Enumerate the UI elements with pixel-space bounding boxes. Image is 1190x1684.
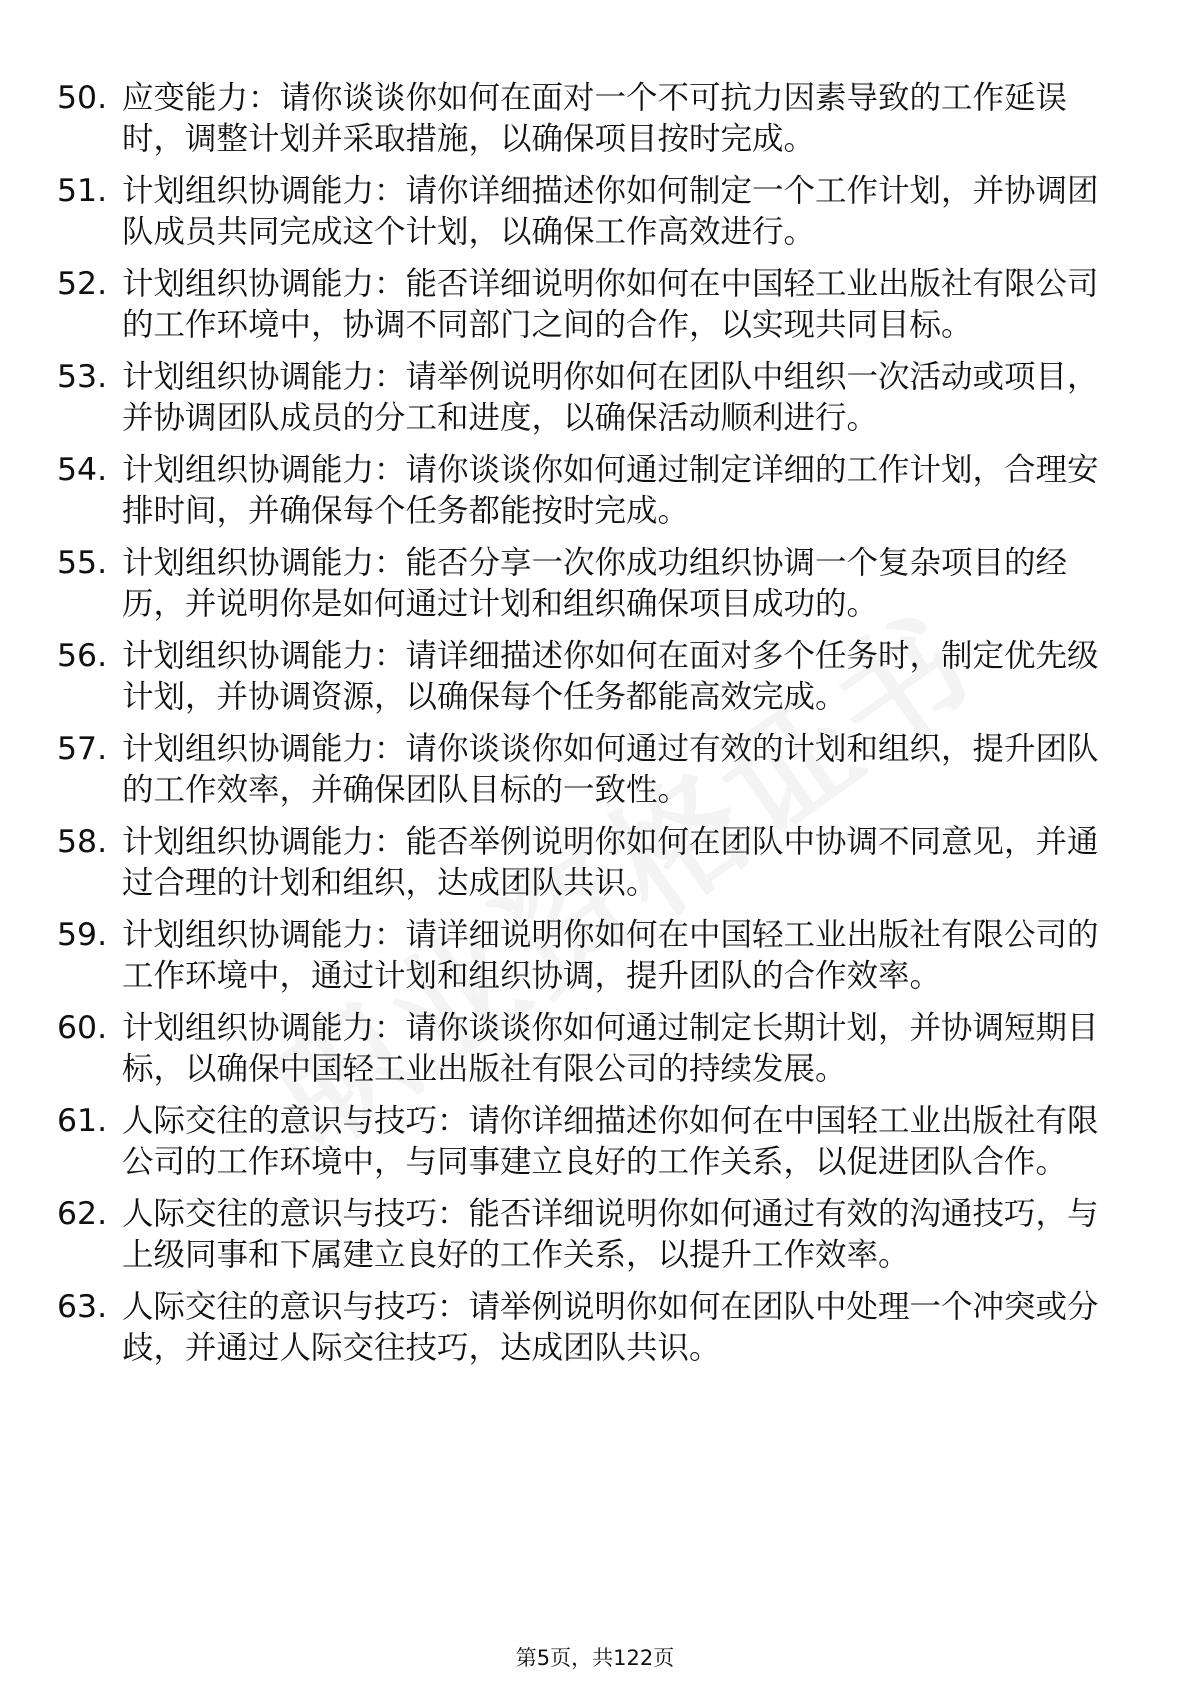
question-item [0,1008,1190,1090]
question-number: 56. [57,638,108,674]
question-text: 计划组织协调能力：请举例说明你如何在团队中组织一次活动或项目，并协调团队成员的分工和进度，以确保活动顺利进行。 [122,359,1099,436]
question-item [0,78,1190,160]
question-text: 计划组织协调能力：能否详细说明你如何在中国轻工业出版社有限公司的工作环境中，协调不同部门之间的合作，以实现共同目标。 [122,266,1099,343]
question-text: 计划组织协调能力：能否分享一次你成功组织协调一个复杂项目的经历，并说明你是如何通过计划和组织确保项目成功的。 [122,545,1068,622]
question-number: 54. [57,452,108,488]
question-item [0,915,1190,997]
question-text: 人际交往的意识与技巧：能否详细说明你如何通过有效的沟通技巧，与上级同事和下属建立良好的工作关系，以提升工作效率。 [122,1196,1099,1273]
question-text: 计划组织协调能力：请详细说明你如何在中国轻工业出版社有限公司的工作环境中，通过计划和组织协调，提升团队的合作效率。 [122,917,1099,994]
question-item [0,357,1190,439]
question-item [0,729,1190,811]
question-number: 55. [57,545,108,581]
question-item [0,636,1190,718]
question-item [0,1101,1190,1183]
question-item [0,264,1190,346]
question-number: 58. [57,824,108,860]
question-text: 计划组织协调能力：能否举例说明你如何在团队中协调不同意见，并通过合理的计划和组织，达成团队共识。 [122,824,1099,901]
question-item [0,822,1190,904]
question-number: 57. [57,731,108,767]
question-list [0,78,1190,1380]
page-footer: 第5页，共122页 [515,1646,675,1670]
question-number: 63. [57,1289,108,1325]
question-item [0,1287,1190,1369]
question-text: 人际交往的意识与技巧：请举例说明你如何在团队中处理一个冲突或分歧，并通过人际交往技巧，达成团队共识。 [122,1289,1099,1366]
question-number: 53. [57,359,108,395]
question-number: 60. [57,1010,108,1046]
question-number: 50. [57,80,108,116]
question-number: 62. [57,1196,108,1232]
question-item [0,171,1190,253]
question-item [0,450,1190,532]
question-text: 计划组织协调能力：请详细描述你如何在面对多个任务时，制定优先级计划，并协调资源，以确保每个任务都能高效完成。 [122,638,1099,715]
question-number: 59. [57,917,108,953]
question-text: 人际交往的意识与技巧：请你详细描述你如何在中国轻工业出版社有限公司的工作环境中，与同事建立良好的工作关系，以促进团队合作。 [122,1103,1099,1180]
question-text: 计划组织协调能力：请你谈谈你如何通过制定详细的工作计划，合理安排时间，并确保每个任务都能按时完成。 [122,452,1099,529]
question-text: 计划组织协调能力：请你谈谈你如何通过制定长期计划，并协调短期目标，以确保中国轻工业出版社有限公司的持续发展。 [122,1010,1099,1087]
question-text: 计划组织协调能力：请你谈谈你如何通过有效的计划和组织，提升团队的工作效率，并确保团队目标的一致性。 [122,731,1099,808]
question-number: 61. [57,1103,108,1139]
question-number: 52. [57,266,108,302]
question-text: 计划组织协调能力：请你详细描述你如何制定一个工作计划，并协调团队成员共同完成这个计划，以确保工作高效进行。 [122,173,1099,250]
question-item [0,543,1190,625]
question-text: 应变能力：请你谈谈你如何在面对一个不可抗力因素导致的工作延误时，调整计划并采取措施，以确保项目按时完成。 [122,80,1068,157]
question-item [0,1194,1190,1276]
question-number: 51. [57,173,108,209]
